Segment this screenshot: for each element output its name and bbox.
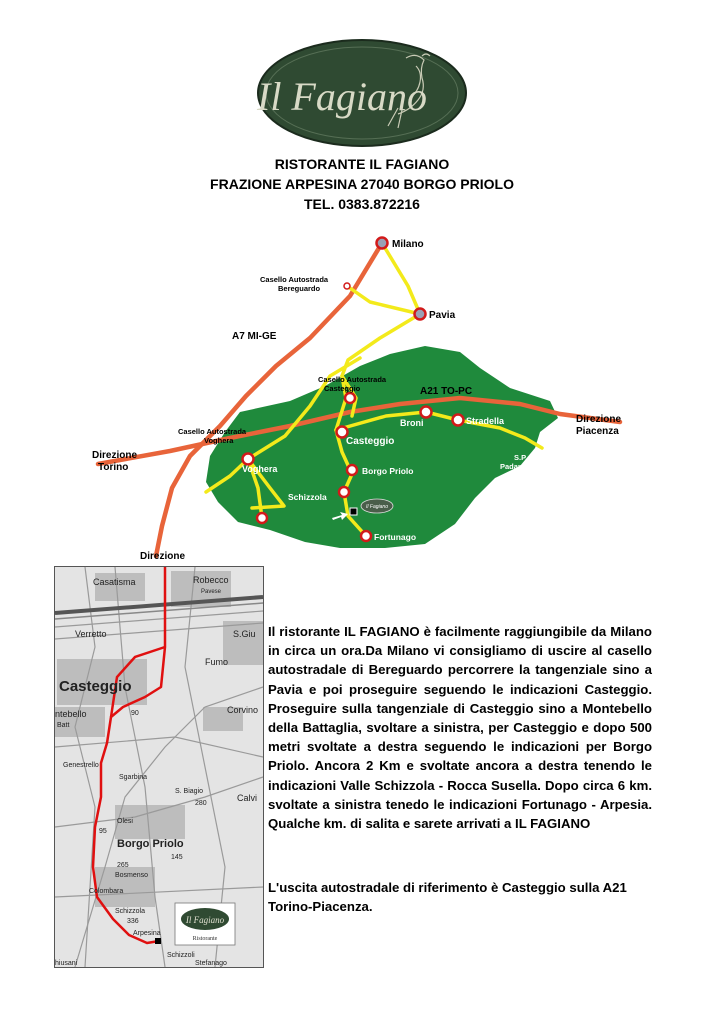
directions-paragraph: Il ristorante IL FAGIANO è facilmente raggiungibile da Milano in circa un ora.Da Milano vi consigliamo di uscire al casello autostradale di Bereguardo percorrere la tangenziale sino a Pavia e poi proseguire seguendo le indicazioni Casteggio. Proseguire sulla tangenziale di Casteggio sino a Montebello della Battaglia, svoltare a sinistra, per Casteggio e dopo 500 metri svoltate a destra seguendo le indicazioni per Borgo Priolo. Ancora 2 Km e svoltate ancora a destra tenendo le indicazioni Valle Schizzola - Rocca Susella. Dopo circa 6 km. svoltate a sinistra tenedo le indicazioni Fortunago - Arpesia. Qualche km. di salita e sarete arrivati a IL FAGIANO <box>268 624 652 832</box>
inset-sub: Ristorante <box>192 936 218 942</box>
dm-ntebello: ntebello <box>55 709 87 719</box>
dm-sgiu: S.Giu <box>233 629 256 639</box>
dm-bosmenso: Bosmenso <box>115 872 149 879</box>
label-dir-torino-2: Torino <box>98 462 129 473</box>
dm-schizzola: Schizzola <box>115 908 145 915</box>
inset-brand: Il Fagiano <box>185 915 225 925</box>
dm-corvino: Corvino <box>227 705 259 715</box>
salice-marker <box>257 513 267 523</box>
dm-sbiagio: S. Biagio <box>175 788 204 795</box>
dm-stefanago: Stefanago <box>195 960 227 967</box>
voghera-marker <box>243 454 254 465</box>
label-casteggio: Casteggio <box>346 436 395 447</box>
dm-schizzoli: Schizzoli <box>167 952 195 959</box>
label-casello-casteggio-2: Casteggio <box>324 384 361 393</box>
dm-batt: Batt <box>57 722 70 729</box>
dm-arpesina: Arpesina <box>133 930 161 937</box>
label-sp10-1: S.P. n. 10 <box>514 453 547 462</box>
label-salice: Salice Terme <box>198 524 250 534</box>
dm-fumo: Fumo <box>205 657 229 667</box>
label-casello-voghera-2: Voghera <box>204 436 234 445</box>
label-stradella: Stradella <box>466 416 505 426</box>
label-casello-casteggio-1: Casello Autostrada <box>318 375 387 384</box>
label-dir-bottom: Direzione <box>140 551 186 562</box>
dm-verretto: Verretto <box>75 629 107 639</box>
label-casello-bereguardo-1: Casello Autostrada <box>260 275 329 284</box>
dm-sgarbina: Sgarbina <box>119 774 148 781</box>
dm-pavese: Pavese <box>201 589 222 595</box>
milano-marker <box>377 238 388 249</box>
label-casello-bereguardo-2: Bereguardo <box>278 284 321 293</box>
label-a21: A21 TO-PC <box>420 386 473 397</box>
detail-map <box>54 566 264 968</box>
dm-calvi: Calvi <box>237 793 258 803</box>
route-map <box>80 226 660 562</box>
label-milano: Milano <box>392 239 424 250</box>
label-dir-torino-1: Direzione <box>92 450 138 461</box>
label-schizzola: Schizzola <box>288 492 327 502</box>
dm-hiusani: hiusani <box>55 960 78 967</box>
restaurant-name: RISTORANTE IL FAGIANO <box>274 156 450 172</box>
label-pavia: Pavia <box>429 310 456 321</box>
borgo-priolo-marker <box>347 465 357 475</box>
dm-robecco: Robecco <box>193 575 229 585</box>
dm-336: 336 <box>127 918 139 925</box>
label-fortunago: Fortunago <box>374 532 417 542</box>
label-borgo-priolo: Borgo Priolo <box>362 466 414 476</box>
label-broni: Broni <box>400 418 424 428</box>
label-dir-piacenza-1: Direzione <box>576 414 622 425</box>
dm-145: 145 <box>171 854 183 861</box>
dm-borgo-priolo: Borgo Priolo <box>117 838 184 850</box>
restaurant-address: FRAZIONE ARPESINA 27040 BORGO PRIOLO <box>210 176 514 192</box>
schizzola-marker <box>339 487 349 497</box>
fortunago-marker <box>361 531 371 541</box>
exit-paragraph: L'uscita autostradale di riferimento è Casteggio sulla A21 Torino-Piacenza. <box>268 880 627 915</box>
logo-text: Il Fagiano <box>257 74 427 119</box>
label-casello-voghera-1: Casello Autostrada <box>178 427 247 436</box>
stradella-marker <box>453 415 464 426</box>
dm-casatisma: Casatisma <box>93 577 136 587</box>
pavia-marker <box>415 309 426 320</box>
inset-logo <box>175 903 235 945</box>
bereguardo-marker <box>344 283 350 289</box>
casello-casteggio-marker <box>345 393 355 403</box>
dm-265: 265 <box>117 862 129 869</box>
dm-genestrello: Genestrello <box>63 762 99 769</box>
dm-90: 90 <box>131 710 139 717</box>
label-a7: A7 MI-GE <box>232 331 277 342</box>
restaurant-badge-label: Il Fagiano <box>366 504 388 510</box>
dm-280: 280 <box>195 800 207 807</box>
dm-olesi: Olesi <box>117 818 133 825</box>
dm-95: 95 <box>99 828 107 835</box>
label-sp10-2: Padana Inferiore <box>500 462 559 471</box>
restaurant-marker <box>350 508 357 515</box>
label-voghera: Voghera <box>242 464 278 474</box>
dm-colombara: Colombara <box>89 888 124 895</box>
broni-marker <box>421 407 432 418</box>
dm-casteggio: Casteggio <box>59 678 132 695</box>
restaurant-logo <box>256 38 468 148</box>
restaurant-marker <box>155 938 161 944</box>
restaurant-phone: TEL. 0383.872216 <box>304 196 420 212</box>
label-dir-piacenza-2: Piacenza <box>576 426 619 437</box>
